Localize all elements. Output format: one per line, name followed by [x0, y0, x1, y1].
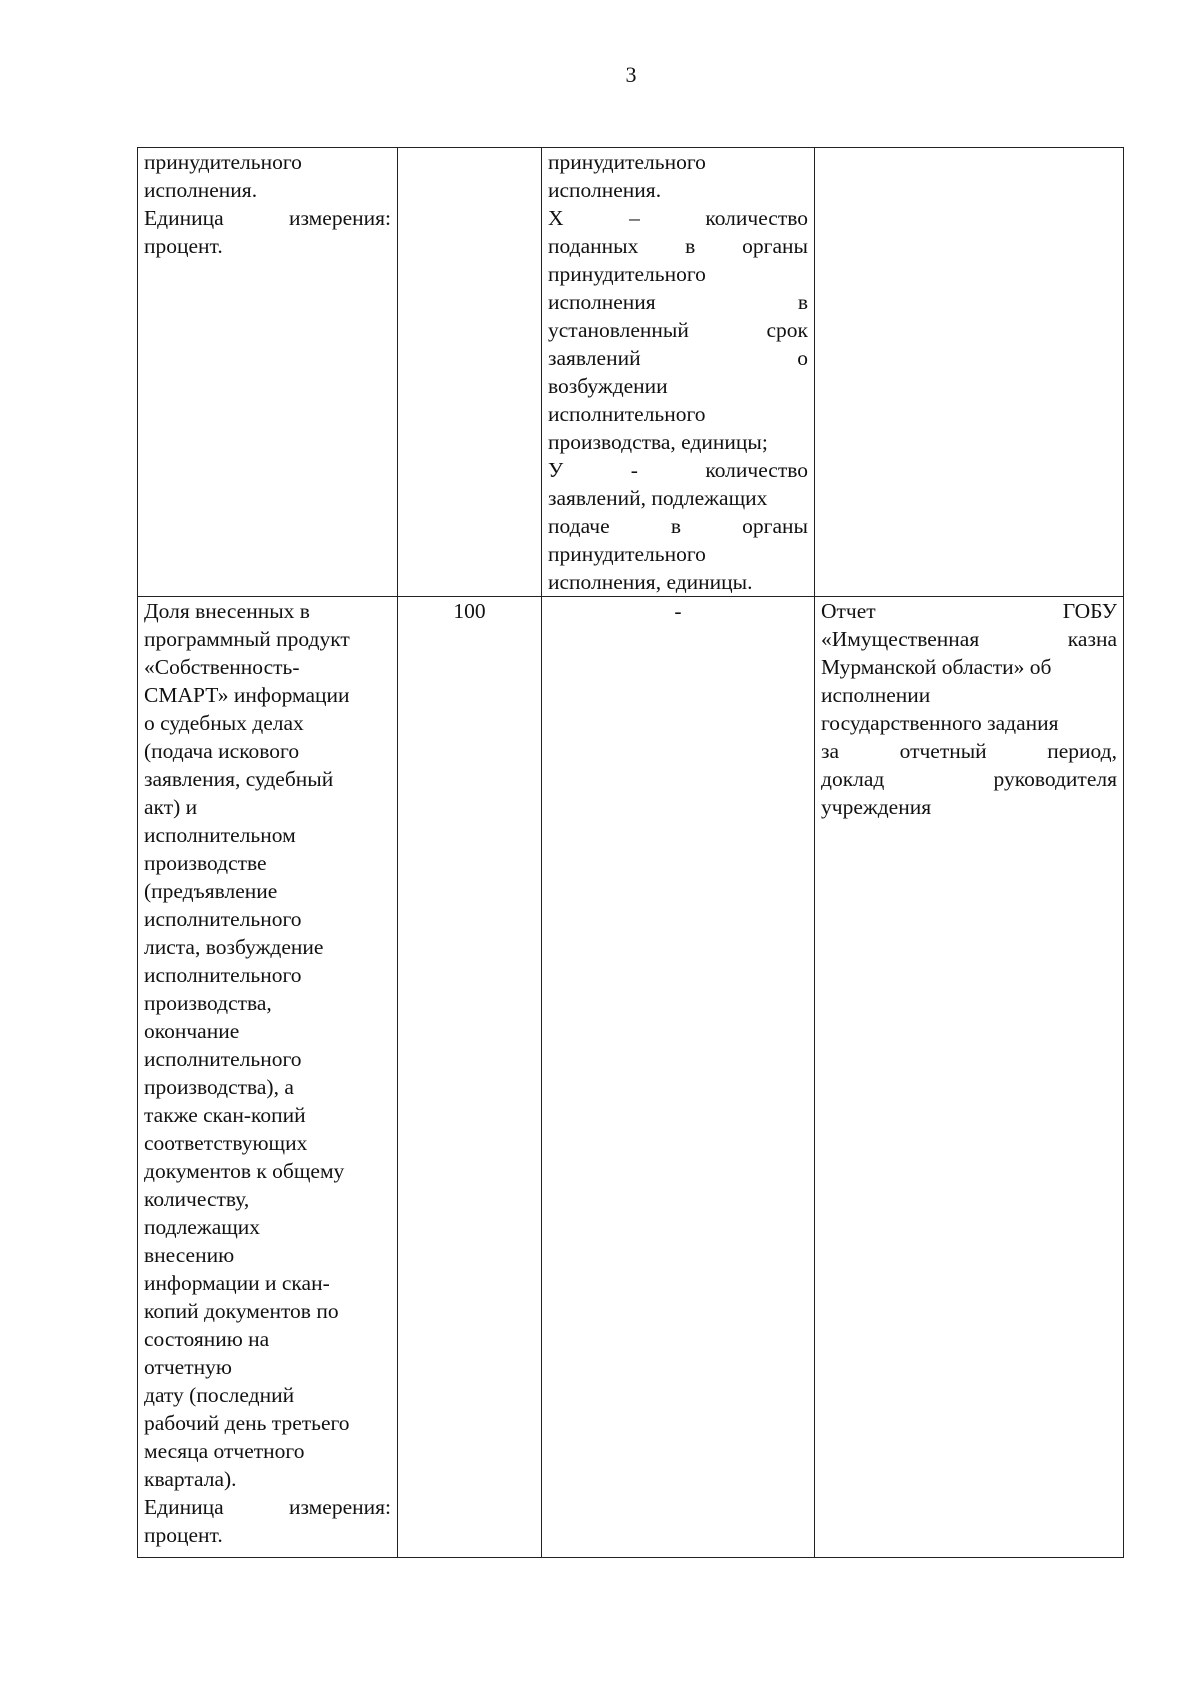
cell-line: также скан-копий — [144, 1103, 306, 1127]
cell-line: исполнения. — [144, 178, 258, 202]
cell-line: исполнении — [821, 683, 931, 707]
cell-line: заявлений о — [548, 346, 808, 370]
cell-line: исполнения. — [548, 178, 662, 202]
cell-line: принудительного — [548, 542, 706, 566]
cell-line: исполнительного — [144, 963, 302, 987]
cell-line: процент. — [144, 1523, 223, 1547]
cell-line: о судебных делах — [144, 711, 304, 735]
cell-line: соответствующих — [144, 1131, 308, 1155]
cell-line: исполнительного — [144, 907, 302, 931]
cell-line: информации и скан- — [144, 1271, 330, 1295]
cell-line: заявлений, подлежащих — [548, 486, 768, 510]
cell-line: (подача искового — [144, 739, 300, 763]
cell-line: внесению — [144, 1243, 235, 1267]
cell-line: СМАРТ» информации — [144, 683, 350, 707]
cell-line: подлежащих — [144, 1215, 261, 1239]
cell-line: рабочий день третьего — [144, 1411, 350, 1435]
cell-line: количеству, — [144, 1187, 250, 1211]
cell-line: принудительного — [548, 262, 706, 286]
cell-line: Единица измерения: — [144, 1495, 391, 1519]
cell-line: квартала). — [144, 1467, 237, 1491]
cell-line: (предъявление — [144, 879, 278, 903]
cell-line: производства), а — [144, 1075, 294, 1099]
cell-line: исполнительного — [548, 402, 706, 426]
cell-line: производства, единицы; — [548, 430, 768, 454]
target-value-cell — [398, 148, 542, 597]
cell-line: дату (последний — [144, 1383, 295, 1407]
cell-line: возбуждении — [548, 374, 668, 398]
cell-line: У - количество — [548, 458, 808, 482]
cell-line: Доля внесенных в — [144, 599, 310, 623]
table-row — [138, 597, 1124, 1558]
cell-line: поданных в органы — [548, 234, 808, 258]
cell-line: «Собственность- — [144, 655, 300, 679]
cell-line: акт) и — [144, 795, 198, 819]
cell-line: Мурманской области» об — [821, 655, 1052, 679]
cell-line: заявления, судебный — [144, 767, 334, 791]
cell-line: Х – количество — [548, 206, 808, 230]
cell-line: учреждения — [821, 795, 932, 819]
cell-line: отчетную — [144, 1355, 232, 1379]
cell-line: окончание — [144, 1019, 240, 1043]
cell-line: государственного задания — [821, 711, 1059, 735]
indicators-table — [137, 147, 1124, 1558]
source-cell — [815, 148, 1124, 597]
target-value-cell: 100 — [398, 597, 542, 1558]
cell-line: установленный срок — [548, 318, 808, 342]
source-cell — [815, 597, 1124, 1558]
cell-line: Отчет ГОБУ — [821, 599, 1117, 623]
indicator-description-cell — [138, 148, 398, 597]
cell-line: принудительного — [548, 150, 706, 174]
cell-line: документов к общему — [144, 1159, 345, 1183]
cell-line: доклад руководителя — [821, 767, 1117, 791]
cell-line: листа, возбуждение — [144, 935, 324, 959]
cell-line: исполнения, единицы. — [548, 570, 753, 594]
formula-cell — [542, 148, 815, 597]
cell-line: производства, — [144, 991, 272, 1015]
cell-line: «Имущественная казна — [821, 627, 1117, 651]
page-number: 3 — [625, 62, 637, 87]
cell-line: исполнительном — [144, 823, 296, 847]
cell-line: месяца отчетного — [144, 1439, 305, 1463]
cell-line: производстве — [144, 851, 267, 875]
cell-line: процент. — [144, 234, 223, 258]
cell-line: за отчетный период, — [821, 739, 1117, 763]
cell-line: копий документов по — [144, 1299, 339, 1323]
cell-line: программный продукт — [144, 627, 350, 651]
cell-line: принудительного — [144, 150, 302, 174]
cell-line: Единица измерения: — [144, 206, 391, 230]
cell-line: исполнения в — [548, 290, 808, 314]
table-row — [138, 148, 1124, 597]
formula-cell: - — [542, 597, 815, 1558]
cell-line: состоянию на — [144, 1327, 270, 1351]
cell-line: исполнительного — [144, 1047, 302, 1071]
indicator-description-cell — [138, 597, 398, 1558]
cell-line: подаче в органы — [548, 514, 808, 538]
